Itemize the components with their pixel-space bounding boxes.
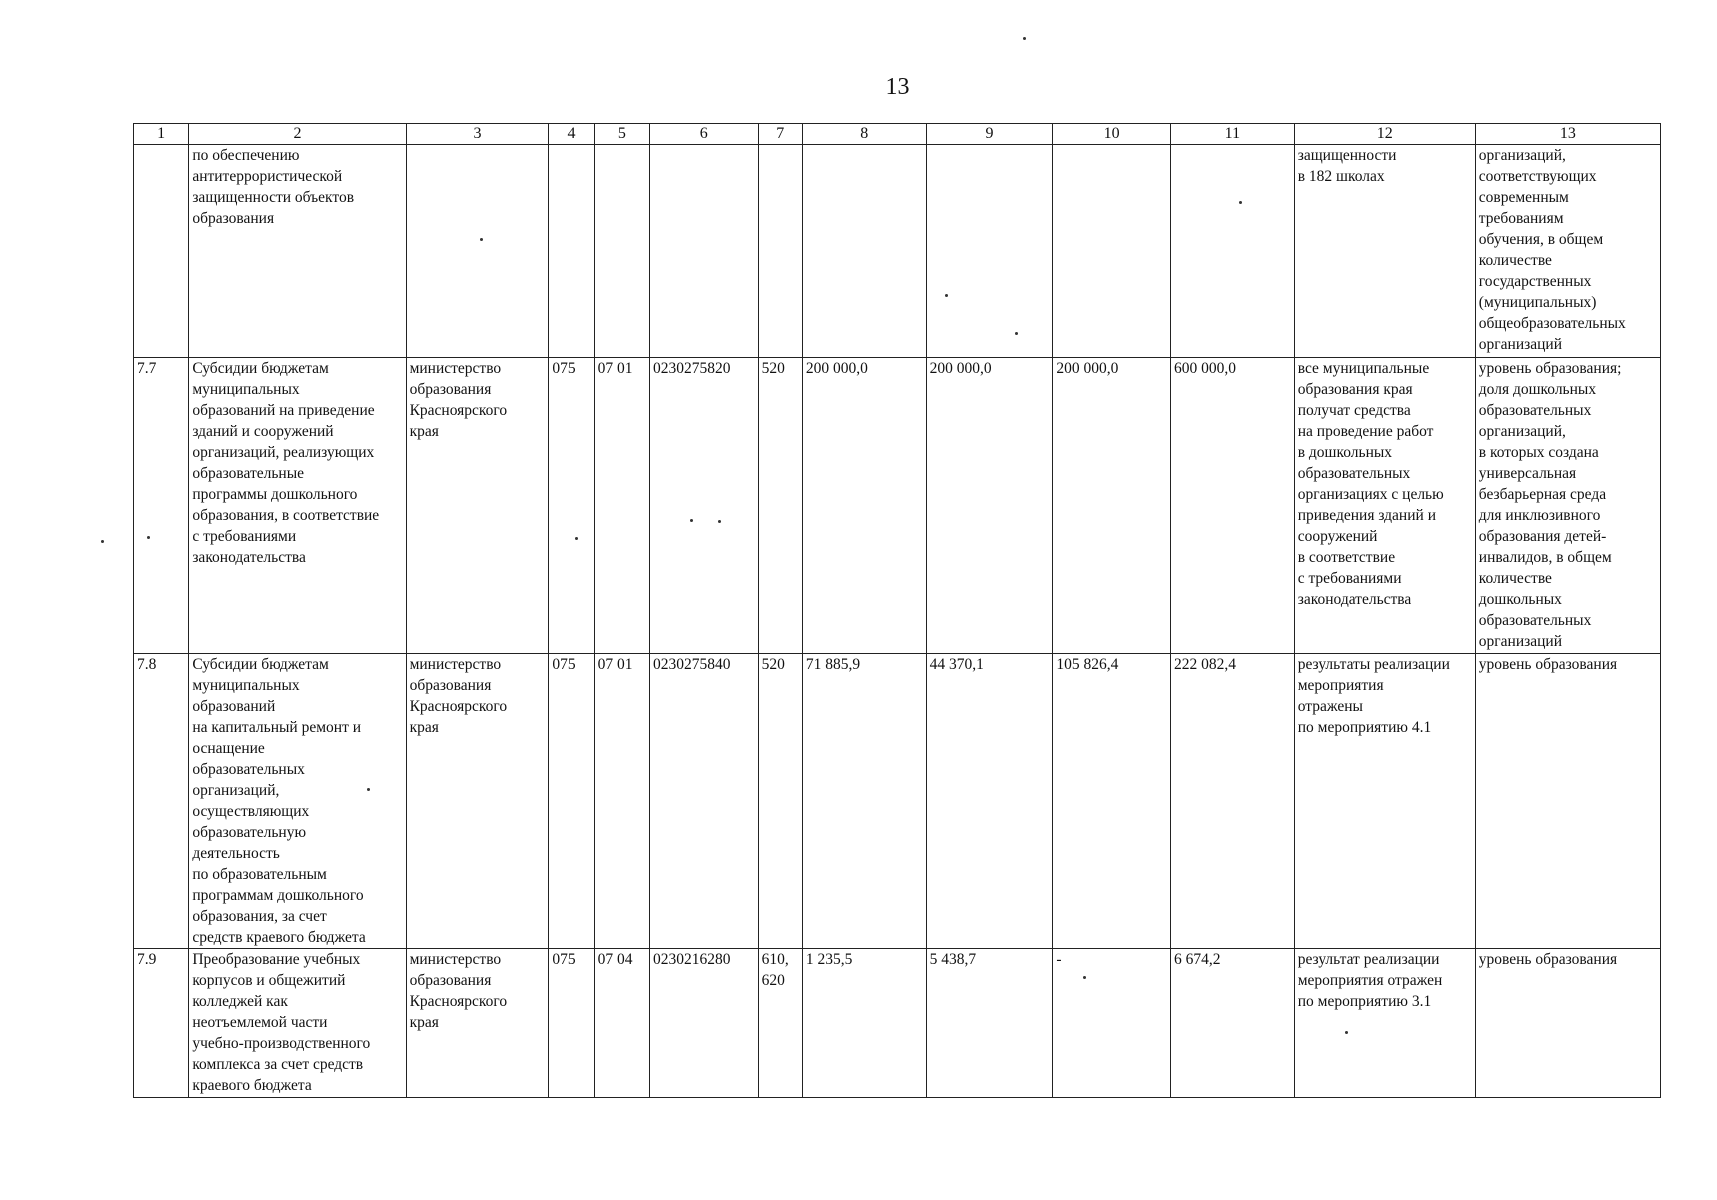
- scan-speck: [101, 540, 104, 543]
- column-header: 1: [134, 124, 189, 145]
- measure-name: Преобразование учебных корпусов и общежитий колледжей как неотъемлемой части учебно-производственного комплекса за счет средств краевого бюджета: [189, 949, 406, 1098]
- executor: министерство образования Красноярского края: [406, 949, 549, 1098]
- column-header: 12: [1294, 124, 1475, 145]
- column-header: 6: [649, 124, 758, 145]
- column-header: 10: [1053, 124, 1171, 145]
- scan-speck: [718, 520, 721, 523]
- scan-speck: [575, 537, 578, 540]
- amount-year-1: 200 000,0: [802, 358, 926, 654]
- rzpr-code: 07 01: [594, 358, 649, 654]
- table-row-continuation: [134, 145, 1661, 358]
- table-row-7-9: [134, 949, 1661, 1098]
- csr-code: 0230275840: [649, 654, 758, 949]
- scan-speck: [1023, 37, 1026, 40]
- amount-year-3: 105 826,4: [1053, 654, 1171, 949]
- rzpr-code: 07 01: [594, 654, 649, 949]
- measure-name: Субсидии бюджетам муниципальных образований на капитальный ремонт и оснащение образовательных организаций, осуществляющих образовательную деятельность по образовательным программам дошкольного образования, за счет средств краевого бюджета: [189, 654, 406, 949]
- expected-result: результаты реализации мероприятия отражены по мероприятию 4.1: [1294, 654, 1475, 949]
- indicator: организаций, соответствующих современным требованиям обучения, в общем количестве государственных (муниципальных) общеобразовательных организаций: [1475, 145, 1660, 358]
- vr-code: 610, 620: [758, 949, 802, 1098]
- grbs-code: 075: [549, 654, 594, 949]
- rzpr-code: 07 04: [594, 949, 649, 1098]
- budget-table: [133, 123, 1661, 1098]
- column-header: 8: [802, 124, 926, 145]
- column-header: 4: [549, 124, 594, 145]
- measure-name: Субсидии бюджетам муниципальных образований на приведение зданий и сооружений организаций, реализующих образовательные программы дошкольного образования, в соответствие с требованиями законодательства: [189, 358, 406, 654]
- scan-speck: [480, 238, 483, 241]
- scan-speck: [1345, 1031, 1348, 1034]
- grbs-code: 075: [549, 949, 594, 1098]
- row-number: [134, 145, 189, 358]
- header-row: [134, 124, 1661, 145]
- row-number: 7.8: [134, 654, 189, 949]
- column-header: 3: [406, 124, 549, 145]
- vr-code: 520: [758, 654, 802, 949]
- column-header: 5: [594, 124, 649, 145]
- column-header: 2: [189, 124, 406, 145]
- csr-code: 0230216280: [649, 949, 758, 1098]
- indicator: уровень образования; доля дошкольных образовательных организаций, в которых создана универсальная безбарьерная среда для инклюзивного образования детей- инвалидов, в общем количестве дошкольных образовательных организаций: [1475, 358, 1660, 654]
- scan-speck: [690, 519, 693, 522]
- amount-year-2: [926, 145, 1053, 358]
- indicator: уровень образования: [1475, 949, 1660, 1098]
- row-number: 7.7: [134, 358, 189, 654]
- expected-result: все муниципальные образования края получат средства на проведение работ в дошкольных образовательных организациях с целью приведения зданий и сооружений в соответствие с требованиями законодательства: [1294, 358, 1475, 654]
- vr-code: 520: [758, 358, 802, 654]
- amount-total: 6 674,2: [1171, 949, 1295, 1098]
- scan-speck: [945, 294, 948, 297]
- scan-speck: [1239, 201, 1242, 204]
- csr-code: 0230275820: [649, 358, 758, 654]
- amount-year-1: 71 885,9: [802, 654, 926, 949]
- amount-year-2: 5 438,7: [926, 949, 1053, 1098]
- amount-year-1: [802, 145, 926, 358]
- csr-code: [649, 145, 758, 358]
- expected-result: защищенности в 182 школах: [1294, 145, 1475, 358]
- rzpr-code: [594, 145, 649, 358]
- grbs-code: 075: [549, 358, 594, 654]
- amount-total: 222 082,4: [1171, 654, 1295, 949]
- amount-year-1: 1 235,5: [802, 949, 926, 1098]
- column-header: 9: [926, 124, 1053, 145]
- grbs-code: [549, 145, 594, 358]
- vr-code: [758, 145, 802, 358]
- amount-year-3: 200 000,0: [1053, 358, 1171, 654]
- table-row-7-7: [134, 358, 1661, 654]
- column-header: 7: [758, 124, 802, 145]
- amount-year-3: [1053, 145, 1171, 358]
- executor: министерство образования Красноярского края: [406, 654, 549, 949]
- column-header: 11: [1171, 124, 1295, 145]
- indicator: уровень образования: [1475, 654, 1660, 949]
- scan-speck: [147, 536, 150, 539]
- amount-year-2: 44 370,1: [926, 654, 1053, 949]
- expected-result: результат реализации мероприятия отражен по мероприятию 3.1: [1294, 949, 1475, 1098]
- scan-speck: [367, 788, 370, 791]
- amount-total: 600 000,0: [1171, 358, 1295, 654]
- table-row-7-8: [134, 654, 1661, 949]
- executor: министерство образования Красноярского края: [406, 358, 549, 654]
- scan-speck: [1083, 976, 1086, 979]
- column-header: 13: [1475, 124, 1660, 145]
- amount-year-3: -: [1053, 949, 1171, 1098]
- executor: [406, 145, 549, 358]
- measure-name: по обеспечению антитеррористической защищенности объектов образования: [189, 145, 406, 358]
- scan-speck: [1015, 332, 1018, 335]
- page-number: 13: [885, 74, 910, 100]
- amount-total: [1171, 145, 1295, 358]
- row-number: 7.9: [134, 949, 189, 1098]
- amount-year-2: 200 000,0: [926, 358, 1053, 654]
